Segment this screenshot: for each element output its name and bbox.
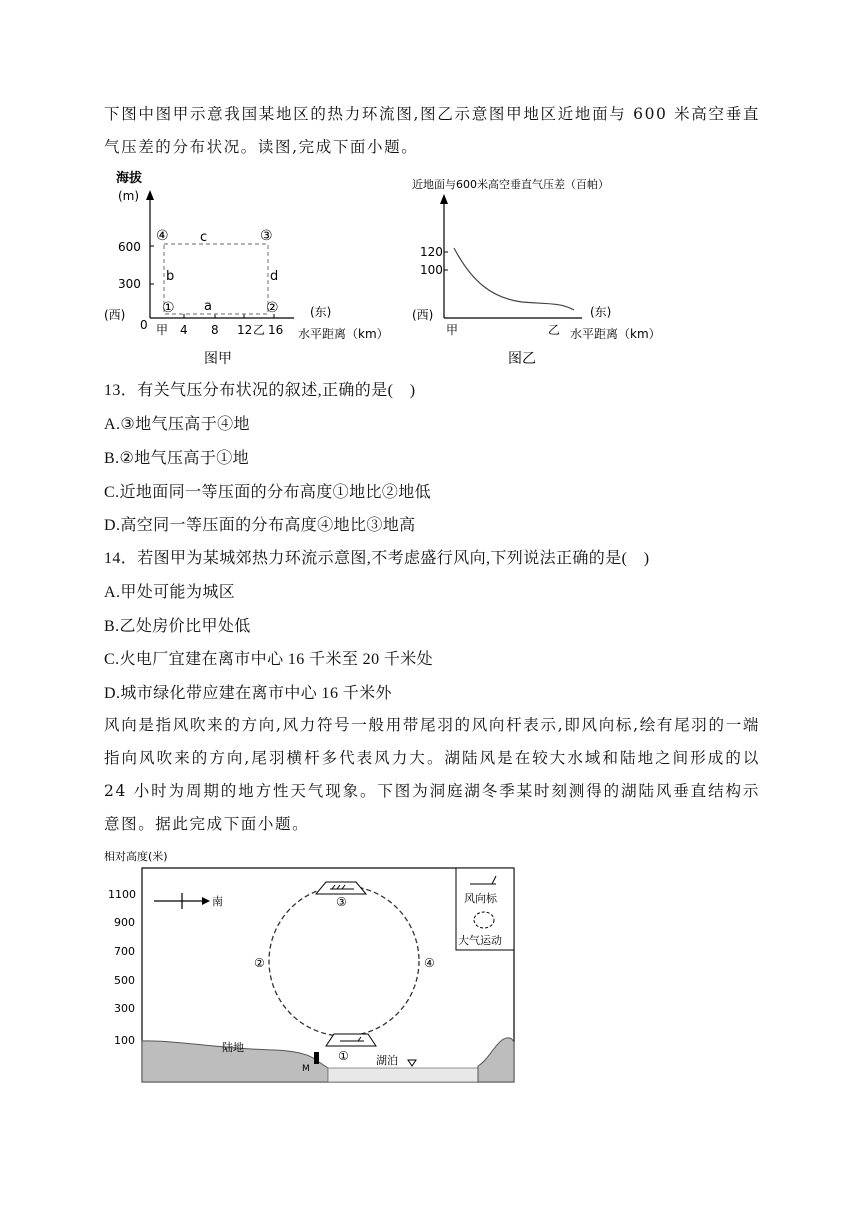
q13-option-d[interactable]: D.高空同一等压面的分布高度④地比③地高 — [104, 517, 416, 534]
pressure-curve — [454, 248, 574, 310]
segment-d: d — [270, 269, 279, 284]
y-tick-600: 600 — [118, 240, 141, 254]
segment-a: a — [204, 299, 212, 314]
y-tick-0: 0 — [140, 318, 148, 332]
x-tick-8: 8 — [211, 323, 219, 337]
marker-m: M — [302, 1064, 310, 1074]
point-4: ④ — [424, 956, 435, 970]
y-tick-100: 100 — [114, 1034, 135, 1047]
caption-jia: 图甲 — [204, 351, 232, 367]
y-tick-900: 900 — [114, 916, 135, 929]
point-2: ② — [266, 300, 279, 316]
x-tick-12: 12 — [237, 323, 253, 337]
segment-b: b — [166, 269, 175, 284]
q14-option-a[interactable]: A.甲处可能为城区 — [104, 584, 236, 601]
west-label: (西) — [412, 308, 434, 322]
legend-air-motion: 大气运动 — [458, 934, 502, 947]
x-axis-label: 水平距离（km） — [570, 327, 661, 341]
segment-c: c — [200, 230, 208, 245]
west-label: (西) — [104, 308, 126, 322]
point-3: ③ — [260, 228, 273, 244]
caption-yi: 图乙 — [508, 351, 536, 367]
x-label-yi: 乙 — [548, 323, 561, 337]
y-axis-label-altitude: 海拔 — [116, 171, 143, 186]
y-tick-300: 300 — [114, 1002, 135, 1015]
legend-wind-vane: 风向标 — [464, 892, 497, 905]
y-tick-1100: 1100 — [108, 888, 136, 901]
y-tick-700: 700 — [114, 945, 135, 958]
y-tick-500: 500 — [114, 974, 135, 987]
y-tick-120: 120 — [420, 245, 443, 259]
q13-stem: 13．有关气压分布状况的叙述,正确的是( ) — [104, 382, 416, 399]
lake-area — [328, 1068, 478, 1082]
y-tick-100: 100 — [420, 263, 443, 277]
lake-label: 湖泊 — [376, 1054, 398, 1067]
q14-option-b[interactable]: B.乙处房价比甲处低 — [104, 618, 251, 635]
x-axis-label: 水平距离（km） — [298, 327, 389, 341]
x-label-yi: 乙 — [253, 323, 266, 337]
point-1: ① — [162, 300, 175, 316]
chart-title: 近地面与600米高空垂直气压差（百帕） — [412, 178, 609, 191]
x-tick-4: 4 — [180, 323, 188, 337]
point-4: ④ — [156, 228, 169, 244]
figure-lake-land-breeze — [104, 846, 524, 1086]
q14-stem: 14．若图甲为某城郊热力环流示意图,不考虑盛行风向,下列说法正确的是( ) — [104, 550, 650, 567]
q13-option-b[interactable]: B.②地气压高于①地 — [104, 450, 250, 467]
q13-option-a[interactable]: A.③地气压高于④地 — [104, 416, 250, 433]
y-tick-300: 300 — [118, 277, 141, 291]
east-label: (东) — [590, 305, 612, 319]
q14-option-c[interactable]: C.火电厂宜建在离市中心 16 千米至 20 千米处 — [104, 651, 434, 668]
x-tick-16: 16 — [268, 323, 284, 337]
q14-option-d[interactable]: D.城市绿化带应建在离市中心 16 千米外 — [104, 685, 392, 702]
intro-paragraph-2: 风向是指风吹来的方向,风力符号一般用带尾羽的风向杆表示,即风向标,绘有尾羽的一端指向风吹来的方向,尾羽横杆多代表风力大。湖陆风是在较大水域和陆地之间形成的以 24 小时为周期的地方性天气现象。下图为洞庭湖冬季某时刻测得的湖陆风垂直结构示意图。据此完成下面小题。 — [104, 716, 760, 833]
q13-option-c[interactable]: C.近地面同一等压面的分布高度①地比②地低 — [104, 484, 432, 501]
east-label: (东) — [310, 305, 332, 319]
point-2: ② — [254, 956, 265, 970]
figure-jia — [104, 170, 404, 370]
south-label: 南 — [212, 895, 223, 908]
y-axis-label: 相对高度(米) — [104, 850, 168, 863]
x-label-jia: 甲 — [156, 323, 169, 337]
land-label: 陆地 — [222, 1041, 244, 1054]
x-label-jia: 甲 — [446, 323, 459, 337]
y-axis-unit: (m) — [118, 189, 140, 203]
figure-yi — [412, 170, 702, 370]
point-1: ① — [338, 1049, 349, 1063]
point-3: ③ — [336, 895, 347, 909]
intro-paragraph-1: 下图中图甲示意我国某地区的热力环流图,图乙示意图甲地区近地面与 600 米高空垂直气压差的分布状况。读图,完成下面小题。 — [104, 105, 760, 156]
